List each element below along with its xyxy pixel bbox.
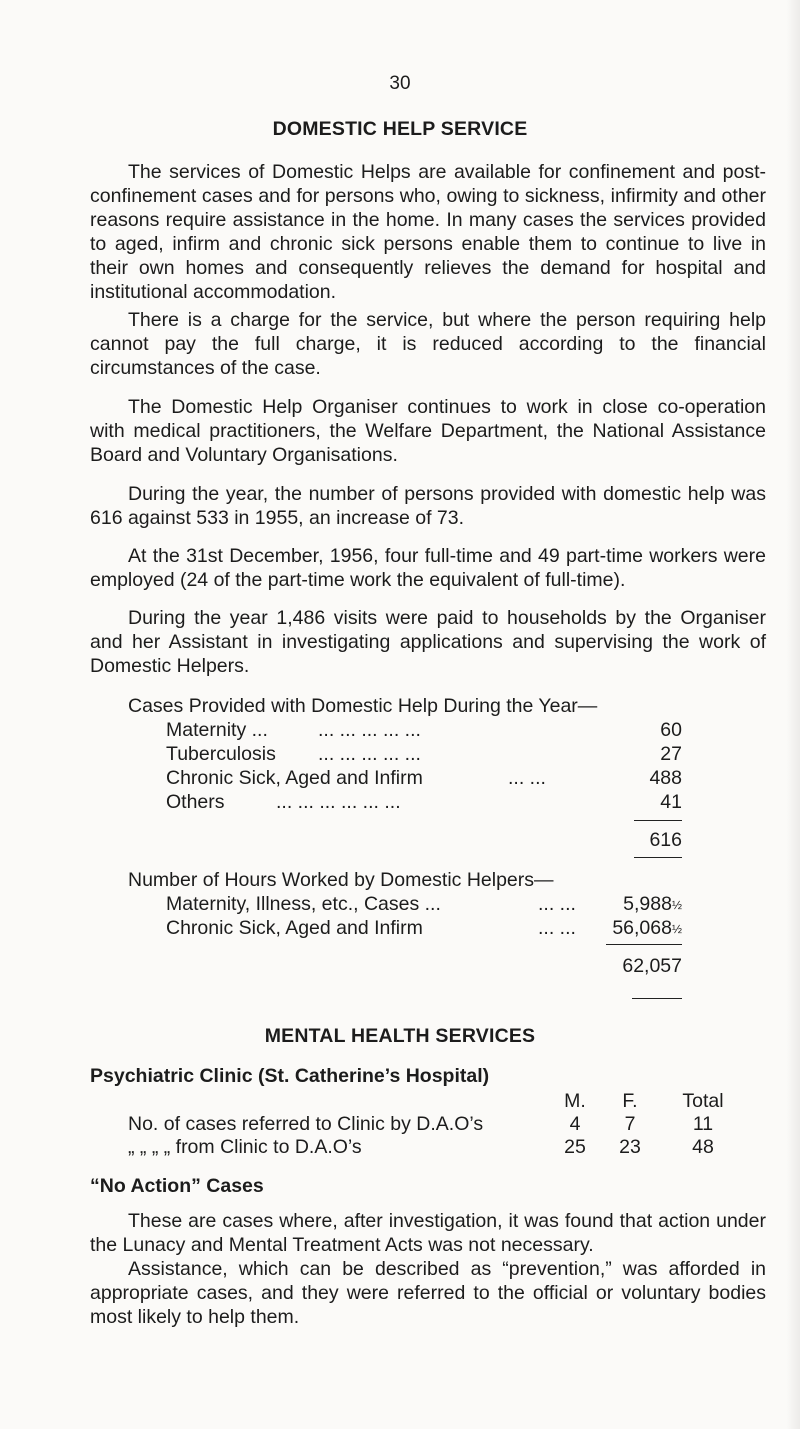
case-value: 488 <box>649 767 682 789</box>
paragraph-text: During the year 1,486 visits were paid to households by the Organiser and her Assistant in investigating applications and supervising the work of Domestic Helpers. <box>90 607 766 677</box>
half-fraction: ½ <box>671 898 682 912</box>
paragraph-services <box>90 160 766 304</box>
paragraph-persons-provided <box>90 482 766 530</box>
clinic-row-label: No. of cases referred to Clinic by D.A.O’s <box>128 1113 484 1135</box>
hours-value <box>612 916 682 941</box>
paragraph-text: During the year, the number of persons provided with domestic help was 616 against 533 in 1955, an increase of 73. <box>90 483 766 529</box>
clinic-row-label: „ „ „ „ from Clinic to D.A.O’s <box>128 1136 362 1158</box>
cases-total: 616 <box>649 829 682 851</box>
half-fraction: ½ <box>671 922 682 936</box>
leader-dots: ... ... ... ... ... <box>318 719 421 741</box>
clinic-m: 25 <box>564 1136 586 1158</box>
paragraph-text: The services of Domestic Helps are available for confinement and post-confinement cases and for persons who, owing to sickness, infirmity and other reasons require assistance in the home. In many cases the services provided to aged, infirm and chronic sick persons enable them to continue to live in their own homes and consequently relieves the demand for hospital and institutional accommodation. <box>90 161 766 303</box>
clinic-total: 11 <box>692 1113 714 1135</box>
case-label: Others <box>166 791 225 813</box>
cases-heading: Cases Provided with Domestic Help During the Year— <box>128 695 598 717</box>
total-rule <box>632 998 682 999</box>
hours-heading: Number of Hours Worked by Domestic Helpers— <box>128 869 554 891</box>
case-label: Chronic Sick, Aged and Infirm <box>166 767 423 789</box>
hours-number: 56,068 <box>612 917 672 939</box>
section-title-domestic-help: DOMESTIC HELP SERVICE <box>272 118 528 140</box>
paragraph-charge <box>90 308 766 380</box>
leader-dots: ... ... <box>508 767 546 789</box>
case-label: Tuberculosis <box>166 743 276 765</box>
paragraph-text: There is a charge for the service, but where the person requiring help cannot pay the full charge, it is reduced according to the financial circumstances of the case. <box>90 309 766 379</box>
paragraph-text: At the 31st December, 1956, four full-time and 49 part-time workers were employed (24 of the part-time work the equivalent of full-time). <box>90 545 766 591</box>
total-rule <box>634 820 682 821</box>
clinic-total: 48 <box>692 1136 714 1158</box>
leader-dots: ... ... <box>538 917 576 939</box>
hours-number: 5,988 <box>623 893 672 915</box>
paragraph-assistance <box>90 1257 766 1329</box>
paragraph-text: These are cases where, after investigation, it was found that action under the Lunacy and Mental Treatment Acts was not necessary. <box>90 1210 766 1256</box>
hours-label: Maternity, Illness, etc., Cases ... <box>166 893 441 915</box>
section-title-mental-health: MENTAL HEALTH SERVICES <box>264 1025 536 1047</box>
paragraph-no-action <box>90 1209 766 1257</box>
case-label: Maternity ... <box>166 719 268 741</box>
case-value: 60 <box>660 719 682 741</box>
no-action-heading: “No Action” Cases <box>90 1175 264 1197</box>
page-edge-shadow <box>786 0 800 1429</box>
column-header-total: Total <box>682 1090 724 1112</box>
case-value: 41 <box>660 791 682 813</box>
total-rule <box>634 857 682 858</box>
paragraph-workers <box>90 544 766 592</box>
clinic-f: 7 <box>624 1113 636 1135</box>
leader-dots: ... ... ... ... ... ... <box>276 791 401 813</box>
hours-total: 62,057 <box>622 955 682 977</box>
clinic-heading: Psychiatric Clinic (St. Catherine’s Hospital) <box>90 1065 490 1087</box>
column-header-f: F. <box>622 1090 638 1112</box>
leader-dots: ... ... ... ... ... <box>318 743 421 765</box>
leader-dots: ... ... <box>538 893 576 915</box>
page-number: 30 <box>389 73 411 94</box>
case-value: 27 <box>660 743 682 765</box>
clinic-m: 4 <box>569 1113 581 1135</box>
hours-value <box>623 892 682 917</box>
clinic-f: 23 <box>619 1136 641 1158</box>
hours-label: Chronic Sick, Aged and Infirm <box>166 917 423 939</box>
total-rule <box>606 944 682 945</box>
paragraph-cooperation <box>90 395 766 467</box>
paragraph-visits <box>90 606 766 678</box>
column-header-m: M. <box>564 1090 586 1112</box>
paragraph-text: The Domestic Help Organiser continues to work in close co-operation with medical practitioners, the Welfare Department, the National Assistance Board and Voluntary Organisations. <box>90 396 766 466</box>
paragraph-text: Assistance, which can be described as “prevention,” was afforded in appropriate cases, and they were referred to the official or voluntary bodies most likely to help them. <box>90 1258 766 1328</box>
